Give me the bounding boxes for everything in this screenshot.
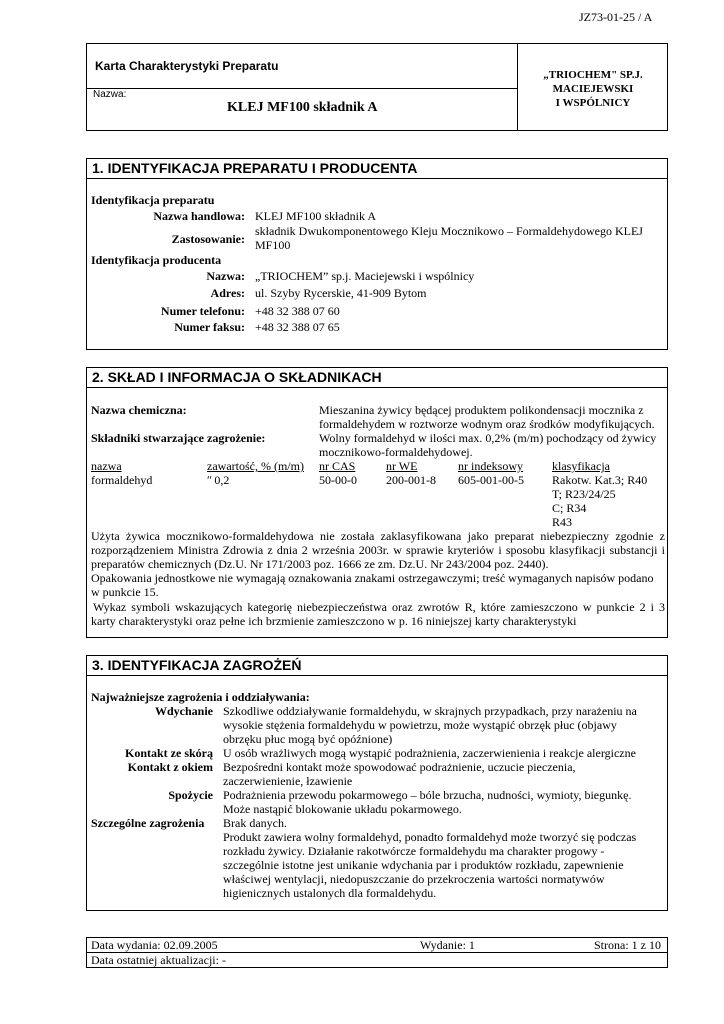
eye-contact-label: Kontakt z okiem	[127, 760, 213, 774]
fax-label: Numer faksu:	[174, 320, 245, 334]
row-name: formaldehyd	[91, 473, 153, 487]
para1-line1: Użyta żywica mocznikowo-formaldehydowa nie została zaklasyfikowana jako preparat niebezpieczny zgodnie z	[91, 529, 665, 543]
company-line3: I WSPÓLNICY	[555, 97, 631, 109]
skin-contact-label: Kontakt ze skórą	[125, 746, 213, 760]
row-cas: 50-00-0	[319, 473, 357, 487]
document-code: JZ73-01-25 / A	[579, 10, 653, 24]
product-name: KLEJ MF100 składnik A	[227, 100, 378, 115]
eye-contact-line2: zaczerwienienie, łzawienie	[223, 774, 353, 788]
hazard-line1: Wolny formaldehyd w ilości max. 0,2% (m/m) pochodzący od żywicy	[319, 431, 657, 445]
col-header-name: nazwa	[91, 459, 122, 473]
last-update: Data ostatniej aktualizacji: -	[91, 953, 226, 967]
footer-box	[86, 937, 668, 968]
address-value: ul. Szyby Rycerskie, 41-909 Bytom	[255, 286, 427, 300]
hazard-line2: mocznikowo-formaldehydowej.	[319, 445, 473, 459]
section-2	[86, 367, 668, 638]
use-label: Zastosowanie:	[171, 232, 245, 246]
para1-line3: preparatów chemicznych (Dz.U. Nr 171/2003 poz. 1666 ze zm. Dz.U. Nr 243/2004 poz. 2440).	[91, 557, 549, 571]
section-1	[86, 158, 668, 350]
company-line2: MACIEJEWSKI	[552, 83, 634, 95]
inhalation-line1: Szkodliwe oddziaływanie formaldehydu, w skrajnych przypadkach, przy narażeniu na	[223, 704, 637, 718]
inhalation-line2: wysokie stężenia formaldehydu w powietrzu, może wystąpić obrzęk płuc (objawy	[223, 718, 617, 732]
trade-name-value: KLEJ MF100 składnik A	[255, 209, 377, 223]
prep-heading: Identyfikacja preparatu	[91, 193, 215, 207]
hazard-components-label: Składniki stwarzające zagrożenie:	[91, 431, 266, 445]
special-hazards-label: Szczególne zagrożenia	[91, 816, 205, 830]
use-line2: MF100	[255, 238, 291, 252]
row-class-1: Rakotw. Kat.3; R40	[552, 473, 648, 487]
company-block	[518, 68, 668, 110]
producer-name-value: „TRIOCHEM” sp.j. Maciejewski i wspólnicy	[255, 269, 475, 283]
row-class-2: T; R23/24/25	[552, 487, 616, 501]
para3-line2: karty charakterystyki oraz pełne ich brzmienie zamieszczono w p. 16 niniejszej karty charakterystyki	[91, 614, 577, 628]
fax-value: +48 32 388 07 65	[255, 320, 340, 334]
ingestion-line1: Podrażnienia przewodu pokarmowego – bóle brzucha, nudności, wymioty, biegunkę.	[223, 788, 632, 802]
producer-heading: Identyfikacja producenta	[91, 253, 222, 267]
producer-name-label: Nazwa:	[206, 269, 245, 283]
col-header-we: nr WE	[386, 459, 418, 473]
name-label: Nazwa:	[93, 89, 127, 100]
special-para-line3: szczególnie istotne jest unikanie wdychania par i produktów rozkładu, zapewnienie	[223, 858, 624, 872]
special-para-line4: właściwej wentylacji, niedopuszczanie do przekroczenia wartości normatywów	[223, 872, 605, 886]
row-class-4: R43	[552, 515, 573, 529]
main-hazards-heading: Najważniejsze zagrożenia i oddziaływania:	[91, 690, 310, 704]
row-we: 200-001-8	[386, 473, 436, 487]
company-line1: „TRIOCHEM" SP.J.	[543, 69, 643, 81]
row-index: 605-001-00-5	[458, 473, 524, 487]
header-box	[86, 43, 668, 131]
use-line1: składnik Dwukomponentowego Kleju Mocznikowo – Formaldehydowego KLEJ	[255, 224, 643, 238]
section-3	[86, 655, 668, 911]
chem-name-label: Nazwa chemiczna:	[91, 403, 187, 417]
para2-line2: w punkcie 15.	[91, 585, 159, 599]
section-3-title: 3. IDENTYFIKACJA ZAGROŻEŃ	[87, 656, 667, 676]
section-2-title: 2. SKŁAD I INFORMACJA O SKŁADNIKACH	[87, 368, 667, 388]
row-content: ʺ 0,2	[207, 473, 230, 487]
ingestion-label: Spożycie	[168, 788, 213, 802]
trade-name-label: Nazwa handlowa:	[153, 209, 245, 223]
skin-contact-value: U osób wrażliwych mogą wystąpić podrażnienia, zaczerwienienia i reakcje alergiczne	[223, 746, 636, 760]
special-para-line2: rozkładu żywicy. Działanie rakotwórcze formaldehydu ma charakter progowy -	[223, 844, 605, 858]
chem-name-line1: Mieszanina żywicy będącej produktem polikondensacji mocznika z	[319, 403, 644, 417]
para2-line1: Opakowania jednostkowe nie wymagają oznakowania znakami ostrzegawczymi; treść wymaganych napisów podano	[91, 571, 654, 585]
col-header-content: zawartość, % (m/m)	[207, 459, 304, 473]
col-header-index: nr indeksowy	[458, 459, 523, 473]
para3-line1: Wykaz symboli wskazujących kategorię niebezpieczeństwa oraz zwrotów R, które zamieszczono w punkcie 2 i 3	[93, 600, 665, 614]
ingestion-line2: Może nastąpić blokowanie układu pokarmowego.	[223, 802, 462, 816]
page-number: Strona: 1 z 10	[594, 938, 661, 952]
col-header-cas: nr CAS	[319, 459, 356, 473]
special-para-line1: Produkt zawiera wolny formaldehyd, ponadto formaldehyd może tworzyć się podczas	[223, 830, 637, 844]
address-label: Adres:	[210, 286, 245, 300]
edition: Wydanie: 1	[420, 938, 475, 952]
chem-name-line2: formaldehydem w roztworze wodnym oraz środków modyfikujących.	[319, 417, 655, 431]
phone-value: +48 32 388 07 60	[255, 304, 340, 318]
col-header-class: klasyfikacja	[552, 459, 610, 473]
section-1-title: 1. IDENTYFIKACJA PREPARATU I PRODUCENTA	[87, 159, 667, 179]
sheet-title: Karta Charakterystyki Preparatu	[95, 59, 279, 73]
phone-label: Numer telefonu:	[160, 304, 245, 318]
para1-line2: rozporządzeniem Ministra Zdrowia z dnia 2 września 2003r. w sprawie kryteriów i sposobu klasyfikacji substancji i	[91, 543, 665, 557]
special-para-line5: higienicznych ustalonych dla formaldehydu.	[223, 886, 437, 900]
issue-date: Data wydania: 02.09.2005	[91, 938, 218, 952]
inhalation-label: Wdychanie	[154, 704, 213, 718]
inhalation-line3: obrzęku płuc mogą być opóźnione)	[223, 732, 393, 746]
row-class-3: C; R34	[552, 501, 587, 515]
special-hazards-value: Brak danych.	[223, 816, 287, 830]
eye-contact-line1: Bezpośredni kontakt może spowodować podrażnienie, uczucie pieczenia,	[223, 760, 576, 774]
